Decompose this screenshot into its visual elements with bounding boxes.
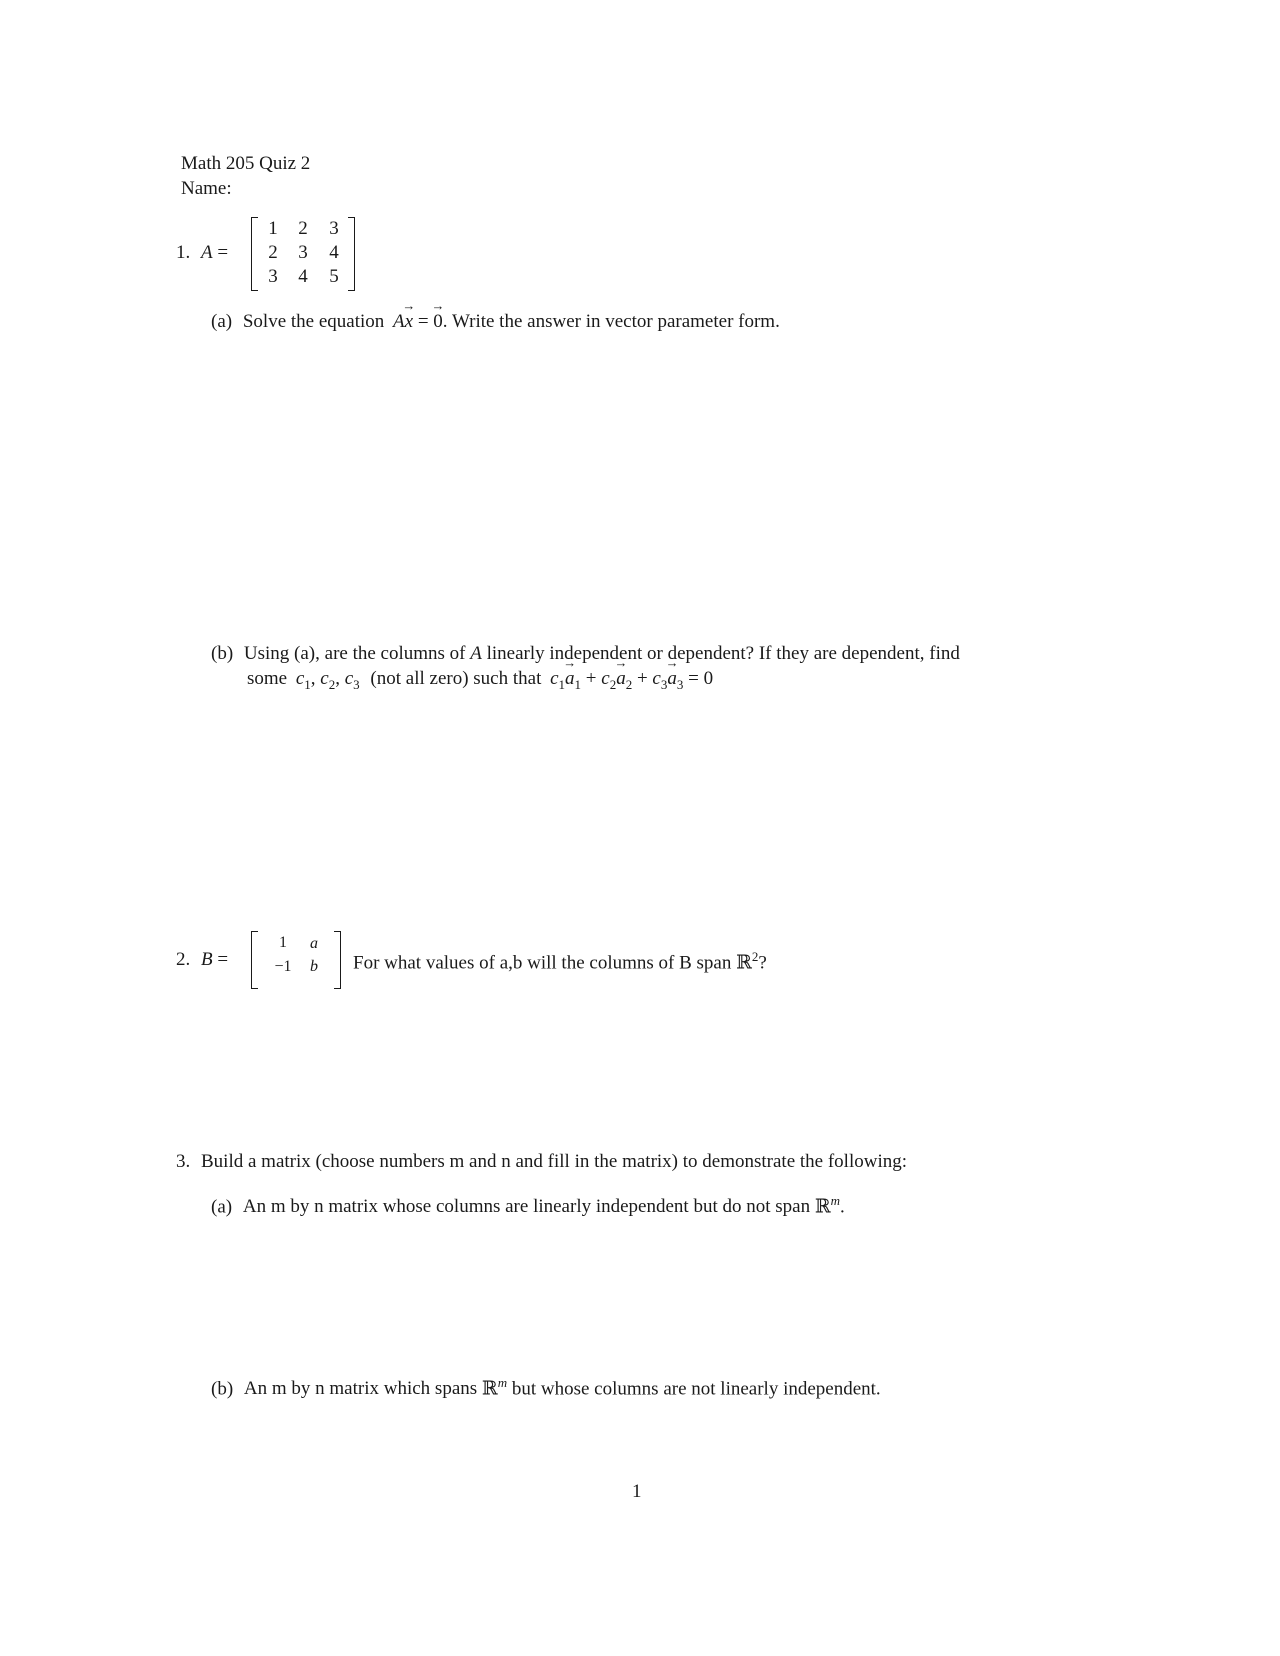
page-number: 1 (632, 1481, 642, 1502)
equals-sign: = (417, 311, 429, 332)
matrix-cell: 2 (298, 218, 308, 239)
real-numbers-symbol: ℝ (736, 952, 752, 974)
matrix-cell: 3 (329, 218, 339, 239)
question-number (176, 242, 228, 265)
vector-x: → x (405, 311, 413, 334)
part-label: (b) (211, 643, 234, 664)
question-text: Build a matrix (choose numbers m and n and fill in the matrix) to demonstrate the following: (201, 1151, 908, 1172)
subscript: 3 (353, 676, 360, 692)
coef-c: c (320, 668, 329, 689)
var-a: A (393, 311, 405, 332)
matrix-cell: −1 (274, 958, 292, 975)
subscript: 1 (558, 676, 566, 692)
part-text: . Write the answer in vector parameter form. (442, 311, 780, 332)
matrix-cell: b (310, 958, 318, 975)
matrix-cell: 5 (329, 266, 339, 287)
var-a: A (470, 643, 482, 664)
matrix-cell: a (310, 935, 318, 952)
part-3b (211, 1375, 881, 1401)
plus-sign: + (585, 668, 597, 689)
part-text: An m by n matrix whose columns are linearly independent but do not span (242, 1196, 811, 1218)
left-bracket (251, 931, 258, 989)
part-label: (a) (211, 1196, 233, 1218)
subscript: 2 (609, 676, 617, 692)
part-text: some (247, 668, 288, 689)
question-number-text: 3. (176, 1151, 191, 1172)
page-title: Math 205 Quiz 2 (181, 153, 311, 174)
equals-zero: = 0 (688, 668, 714, 689)
question-number-text: 2. (176, 949, 191, 970)
coef-c: c (601, 668, 610, 689)
superscript: m (830, 1193, 841, 1208)
part-1b-line2 (247, 668, 713, 692)
matrix-cell: 3 (298, 242, 308, 263)
subscript: 2 (328, 676, 336, 692)
period: . (840, 1196, 845, 1218)
question-mark: ? (758, 952, 767, 974)
coef-c: c (295, 668, 305, 689)
left-bracket (251, 217, 258, 291)
equals-sign: = (217, 949, 229, 970)
comma: , (310, 668, 316, 689)
comma: , (335, 668, 340, 689)
part-label: (b) (211, 1378, 234, 1400)
part-1a (211, 311, 780, 334)
name-label: Name: (181, 178, 232, 199)
subscript: 3 (660, 676, 668, 692)
matrix-cell: 4 (329, 242, 339, 263)
matrix-name: B (201, 949, 213, 970)
part-1b (211, 643, 960, 666)
matrix-cell: 3 (268, 266, 278, 287)
question-number-text: 1. (176, 242, 191, 263)
part-label: (a) (211, 311, 233, 332)
part-text: Using (a), are the columns of (243, 643, 466, 664)
equals-sign: = (217, 242, 229, 263)
subscript: 1 (304, 676, 311, 692)
question-3-intro (176, 1151, 907, 1174)
coef-c: c (652, 668, 661, 689)
matrix-cell: 1 (279, 934, 287, 951)
real-numbers-symbol: ℝ (481, 1378, 498, 1400)
matrix-b (247, 931, 345, 989)
vector-a: → a (667, 668, 677, 691)
matrix-cell: 1 (268, 218, 278, 239)
question-number (176, 949, 228, 972)
subscript: 1 (574, 676, 582, 692)
zero-vector: → 0 (433, 311, 443, 334)
plus-sign: + (636, 668, 648, 689)
subscript: 2 (625, 676, 633, 692)
coef-c: c (344, 668, 354, 689)
part-text: Solve the equation (242, 311, 385, 332)
matrix-cell: 2 (268, 242, 278, 263)
coef-c: c (550, 668, 559, 689)
question-2-text (353, 949, 767, 975)
vector-a: → a (616, 668, 626, 691)
real-numbers-symbol: ℝ (814, 1196, 831, 1218)
matrix-cell: 4 (298, 266, 308, 287)
question-text: For what values of a,b will the columns of B span (353, 952, 732, 974)
superscript: m (497, 1375, 508, 1390)
part-text: but whose columns are not linearly independent. (511, 1378, 881, 1400)
part-text: linearly independent or dependent? If they are dependent, find (486, 643, 960, 664)
vector-a: → a (565, 668, 575, 691)
matrix-a (247, 217, 359, 291)
part-text: (not all zero) such that (370, 668, 542, 689)
superscript: 2 (751, 949, 759, 964)
matrix-name: A (201, 242, 213, 263)
right-bracket (334, 931, 341, 989)
part-3a (211, 1193, 845, 1219)
right-bracket (348, 217, 355, 291)
part-text: An m by n matrix which spans (243, 1378, 478, 1400)
subscript: 3 (676, 676, 684, 692)
